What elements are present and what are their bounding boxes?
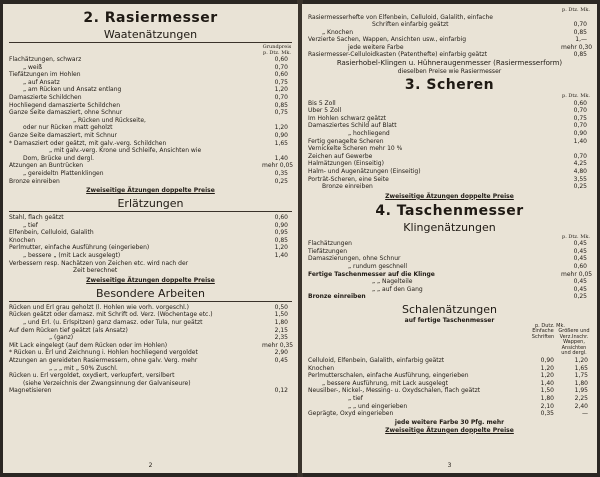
item-price: mehr 0,35: [262, 341, 294, 349]
price-row: [9, 117, 292, 125]
item-description: Ganze Seite damasziert, mit Schnur: [9, 131, 118, 139]
price-row: [308, 357, 591, 365]
schalen-column-subheaders: Einfache Schriften Größere und Verz.Inschr. Wappen, Ansichten und dergl.: [531, 328, 590, 357]
price-simple: 1,40: [540, 379, 554, 387]
price-row: [308, 380, 591, 388]
item-price: 0,95: [274, 229, 288, 237]
item-description: Damasziertes Schild auf Blatt: [308, 122, 397, 130]
price-decorated: —: [582, 410, 588, 418]
price-row: [308, 410, 591, 418]
item-price: mehr 0,30: [561, 43, 593, 51]
price-row: [308, 130, 591, 138]
item-description: Perlmutterschalen, einfache Ausführung, eingerieben: [308, 372, 469, 380]
item-price: 0,70: [573, 21, 587, 29]
item-price: 1,50: [274, 311, 288, 319]
price-row: [308, 138, 591, 146]
item-description: „ auf Ansatz: [23, 78, 60, 86]
price-row: [308, 160, 591, 168]
price-row: [9, 372, 292, 380]
price-row: [308, 263, 591, 271]
note-weitere-farbe: jede weitere Farbe 30 Pfg. mehr: [394, 418, 505, 426]
item-description: * Rücken u. Erl und Zeichnung i. Hohlen hochliegend vergoldet: [9, 349, 198, 357]
besondere-price-list: [9, 304, 292, 395]
item-price: 0,70: [573, 107, 587, 115]
price-decorated: 1,75: [574, 372, 588, 380]
price-row: [308, 286, 591, 294]
price-row: [308, 168, 591, 176]
price-column-header: Grundpreis p. Dtz. Mk.: [262, 44, 292, 56]
item-description: Schriften einfarbig geätzt: [372, 21, 449, 29]
price-row: [9, 311, 292, 319]
price-row: [9, 349, 292, 357]
item-description: „ mit galv.-verg. Krone und Schleife, Ansichten wie: [49, 147, 202, 155]
item-description: Fertige Taschenmesser auf die Klinge: [308, 270, 435, 278]
price-row: [308, 36, 591, 44]
price-row: [9, 71, 292, 79]
item-description: „ hochliegend: [348, 129, 390, 137]
price-row: [9, 140, 292, 148]
item-description: Damaszierungen, ohne Schnur: [308, 255, 401, 263]
item-price: 1,20: [274, 124, 288, 132]
item-description: Fertig genagelte Scheren: [308, 137, 384, 145]
price-row: [308, 51, 591, 59]
price-decorated: 2,25: [574, 394, 588, 402]
price-row: [9, 304, 292, 312]
price-row: [9, 387, 292, 395]
price-row: [308, 153, 591, 161]
item-description: Bis 5 Zoll: [308, 99, 336, 107]
item-price: 1,65: [274, 139, 288, 147]
item-price: 0,75: [274, 78, 288, 86]
item-price: 1,20: [274, 244, 288, 252]
item-description: Zeichen auf Gewerbe: [308, 152, 373, 160]
heading-waatenaetzungen: Waatenätzungen: [103, 28, 198, 41]
item-description: Knochen: [308, 364, 335, 372]
note-zweiseitig: Zweiseitige Ätzungen doppelte Preise: [385, 426, 514, 434]
divider: [9, 301, 292, 302]
heading-besondere-arbeiten: Besondere Arbeiten: [96, 286, 205, 300]
item-price: 0,45: [573, 247, 587, 255]
price-row: [308, 293, 591, 301]
item-price: 1,—: [575, 36, 587, 44]
price-row: [9, 237, 292, 245]
price-row: [9, 357, 292, 365]
item-description: Halm- und Augenätzungen (Einseitig): [308, 167, 421, 175]
page-number: 3: [447, 462, 452, 469]
left-page: [3, 4, 298, 473]
item-price: 0,75: [573, 114, 587, 122]
price-row: [9, 260, 292, 268]
item-price: 0,60: [274, 71, 288, 79]
price-row: [308, 107, 591, 115]
item-description: „ und Erl. (u. Erlspitzen) ganz damasz. oder Tula, nur geätzt: [23, 319, 203, 327]
item-description: Rücken u. Erl vergoldet, oxydiert, verkupfert, versilbert: [9, 372, 175, 380]
price-row: [9, 132, 292, 140]
item-description: Über 5 Zoll: [308, 107, 342, 115]
item-description: Hochliegend damaszierte Schildchen: [9, 101, 121, 109]
item-description: Damaszierte Schildchen: [9, 93, 82, 101]
price-row: [9, 252, 292, 260]
schalen-price-list: [308, 357, 591, 418]
erl-price-list: [9, 214, 292, 275]
item-description: „ tief: [23, 221, 38, 229]
item-description: „ Rücken und Rückseite,: [73, 116, 146, 124]
item-description: Mit Lack eingelegt (auf dem Rücken oder im Hohlen): [9, 341, 168, 349]
item-price: 1,40: [274, 154, 288, 162]
price-row: [9, 214, 292, 222]
schalen-subheading: auf fertige Taschenmesser: [404, 316, 495, 324]
item-description: Neusilber-, Nickel-, Messing- u. Oxydschalen, flach geätzt: [308, 387, 481, 395]
item-price: 0,90: [573, 129, 587, 137]
item-description: „ „ und eingerieben: [348, 402, 408, 410]
price-column-header: p. Dtz. Mk.: [562, 93, 590, 100]
item-price: 1,40: [573, 137, 587, 145]
price-row: [9, 79, 292, 87]
item-price: 2,90: [274, 349, 288, 357]
item-price: 0,70: [274, 63, 288, 71]
item-description: Dom, Brücke und dergl.: [23, 154, 95, 162]
item-description: Tiefätzungen im Hohlen: [9, 71, 81, 79]
item-description: Vernickelte Scheren mehr 10 %: [308, 145, 403, 153]
item-price: 0,45: [274, 357, 288, 364]
item-description: „ weiß: [23, 63, 43, 71]
item-price: 0,60: [274, 214, 288, 222]
price-row: [9, 244, 292, 252]
item-price: 3,55: [573, 175, 587, 183]
item-description: Porträt-Scheren, eine Seite: [308, 175, 389, 183]
item-description: jede weitere Farbe: [348, 43, 404, 51]
price-row: [308, 387, 591, 395]
item-description: Flachätzungen: [308, 240, 352, 248]
item-price: mehr 0,05: [561, 270, 593, 278]
item-description: Ganze Seite damasziert, ohne Schnur: [9, 109, 123, 117]
item-price: 0,85: [274, 101, 288, 109]
item-price: 0,25: [573, 293, 587, 301]
price-decorated: 1,65: [574, 364, 588, 372]
item-description: Elfenbein, Celluloid, Galalith: [9, 229, 94, 237]
item-description: Im Hohlen schwarz geätzt: [308, 114, 386, 122]
price-decorated: 1,20: [574, 356, 588, 364]
price-simple: 1,80: [540, 394, 554, 402]
price-row: [308, 403, 591, 411]
item-price: 0,45: [573, 285, 587, 293]
price-simple: 2,10: [540, 402, 554, 410]
price-row: [9, 342, 292, 350]
price-row: [9, 222, 292, 230]
klingen-price-list: [308, 240, 591, 301]
price-row: [9, 170, 292, 178]
price-row: [308, 29, 591, 37]
price-row: [9, 124, 292, 132]
section-title-taschenmesser: 4. Taschenmesser: [375, 202, 524, 219]
price-row: [9, 327, 292, 335]
item-description: Verbessern resp. Nachätzen von Zeichen etc. wird nach der: [9, 259, 189, 267]
price-row: [9, 86, 292, 94]
scheren-price-list: [308, 100, 591, 191]
price-row: [308, 240, 591, 248]
item-price: 1,20: [274, 86, 288, 94]
price-row: [9, 267, 292, 275]
heading-erlaetzungen: Erlätzungen: [117, 197, 184, 211]
item-price: 2,35: [274, 334, 288, 342]
item-price: 4,25: [573, 160, 587, 168]
price-row: [9, 147, 292, 155]
price-row: [9, 319, 292, 327]
price-decorated: 1,95: [574, 387, 588, 395]
item-price: 0,75: [274, 109, 288, 117]
price-simple: 0,90: [540, 356, 554, 364]
price-simple: 1,20: [540, 372, 554, 380]
schalen-column-headers: p. Dutz. Mk.: [535, 322, 565, 329]
item-price: 0,70: [573, 122, 587, 130]
price-row: [308, 122, 591, 130]
item-description: „ gereideltn Plattenklingen: [23, 169, 104, 177]
item-description: „ rundum geschnell: [348, 262, 408, 270]
item-description: Stahl, flach geätzt: [9, 214, 64, 222]
item-description: Geprägte, Oxyd eingerieben: [308, 410, 394, 418]
item-price: 0,60: [573, 99, 587, 107]
hefte-price-list: [308, 14, 591, 60]
item-description: Bronze einreiben: [308, 293, 366, 301]
price-row: [9, 94, 292, 102]
item-description: „ bessere Ausführung, mit Lack ausgelegt: [322, 379, 448, 387]
price-row: [308, 271, 591, 279]
price-row: [9, 334, 292, 342]
price-row: [308, 255, 591, 263]
price-row: [9, 56, 292, 64]
item-description: Zeit berechnet: [73, 267, 118, 275]
price-row: [308, 44, 591, 52]
price-row: [9, 380, 292, 388]
item-description: „ tief: [348, 394, 363, 402]
item-description: * Damasziert oder geätzt, mit galv.-verg. Schildchen: [9, 139, 167, 147]
item-description: „ bessere „ (mit Lack ausgelegt): [23, 252, 121, 260]
price-row: [9, 64, 292, 72]
item-description: Tiefätzungen: [308, 247, 348, 255]
item-description: Auf dem Rücken tief geätzt (als Ansatz): [9, 326, 128, 334]
item-price: 2,15: [274, 326, 288, 334]
heading-schalenaetzungen: Schalenätzungen: [401, 302, 498, 316]
price-row: [308, 21, 591, 29]
price-row: [9, 162, 292, 170]
price-row: [9, 155, 292, 163]
item-description: Rasiermesser-Celluloidkasten (Patenthefte) einfarbig geätzt: [308, 51, 488, 59]
divider: [9, 211, 292, 212]
price-row: [308, 14, 591, 22]
item-description: Ätzungen an gereideten Rasiermessern, ohne galv. Verg. mehr: [9, 357, 198, 364]
item-description: „ „ Nagelteile: [372, 278, 413, 286]
note-zweiseitig: Zweiseitige Ätzungen doppelte Preise: [385, 192, 514, 200]
item-price: 1,80: [274, 319, 288, 327]
price-row: [308, 395, 591, 403]
section-title-scheren: 3. Scheren: [404, 77, 495, 94]
item-price: 0,70: [274, 93, 288, 101]
item-price: 1,40: [274, 252, 288, 260]
price-row: [308, 248, 591, 256]
item-description: Celluloid, Elfenbein, Galalith, einfarbig geätzt: [308, 356, 445, 364]
price-row: [308, 372, 591, 380]
item-price: 0,85: [573, 28, 587, 36]
item-description: „ Knochen: [322, 28, 354, 36]
item-price: 0,45: [573, 278, 587, 286]
item-price: 0,60: [573, 262, 587, 270]
price-row: [9, 109, 292, 117]
item-price: 0,90: [274, 221, 288, 229]
item-description: Bronze einreiben: [322, 183, 373, 191]
item-price: 0,35: [274, 169, 288, 177]
price-row: [308, 278, 591, 286]
item-price: 0,12: [274, 387, 288, 395]
price-simple: 1,20: [540, 364, 554, 372]
page-number: 2: [148, 462, 153, 469]
price-decorated: 2,40: [574, 402, 588, 410]
price-row: [308, 145, 591, 153]
note-zweiseitig: Zweiseitige Ätzungen doppelte Preise: [86, 276, 215, 284]
item-price: mehr 0,05: [262, 162, 294, 170]
price-simple: 1,50: [540, 387, 554, 395]
price-row: [308, 176, 591, 184]
item-description: Rasiermesserhefte von Elfenbein, Celluloid, Galalith, einfache: [308, 13, 493, 21]
right-page: [302, 4, 597, 473]
heading-klingenaetzungen: Klingenätzungen: [403, 220, 496, 234]
item-price: 0,45: [573, 240, 587, 248]
item-price: 0,85: [274, 236, 288, 244]
item-price: 0,70: [573, 152, 587, 160]
item-description: Rücken und Erl grau geholzt (l. Hohlen wie vorh. vorgeschl.): [9, 303, 190, 311]
price-row: [9, 178, 292, 186]
item-description: Halmätzungen (Einseitig): [308, 160, 384, 168]
item-description: Perlmutter, einfache Ausführung (eingerieben): [9, 244, 150, 252]
item-price: 4,80: [573, 167, 587, 175]
item-price: 0,25: [573, 183, 587, 191]
note-zweiseitig: Zweiseitige Ätzungen doppelte Preise: [86, 187, 215, 195]
price-row: [308, 365, 591, 373]
item-description: Magnetisieren: [9, 387, 52, 395]
item-description: „ „ auf den Gang: [372, 285, 423, 293]
item-description: Rücken geätzt oder damasz. mit Schrift od. Verz. (Wochentage etc.): [9, 311, 213, 319]
item-description: (siehe Verzeichnis der Zwangsinnung der Galvaniseure): [23, 379, 191, 387]
item-description: Flachätzungen, schwarz: [9, 56, 82, 63]
item-price: 0,25: [274, 177, 288, 185]
item-description: Knochen: [9, 236, 36, 244]
item-description: „ am Rücken und Ansatz entlang: [23, 86, 122, 94]
price-decorated: 1,80: [574, 379, 588, 387]
item-price: 0,50: [274, 303, 288, 311]
item-description: „ „ „ mit „ 50% Zuschl.: [49, 364, 118, 372]
item-price: 0,85: [573, 51, 587, 59]
item-description: oder nur Rücken matt geholzt: [23, 124, 113, 132]
item-description: Verzierte Sachen, Wappen, Ansichten usw., einfarbig: [308, 36, 467, 44]
section-title-rasiermesser: 2. Rasiermesser: [83, 10, 218, 26]
waaten-price-list: [9, 56, 292, 185]
divider: [9, 42, 292, 43]
price-simple: 0,35: [540, 410, 554, 418]
item-description: Bronze einreiben: [9, 177, 60, 185]
item-price: 0,90: [274, 131, 288, 139]
item-price: 0,45: [573, 255, 587, 263]
price-row: [308, 100, 591, 108]
item-price: 0,60: [274, 56, 288, 63]
price-row: [9, 365, 292, 373]
item-description: Ätzungen an Buntrücken: [9, 162, 84, 170]
item-description: „ (ganz): [49, 334, 74, 342]
rasierhobel-heading: Rasierhobel-Klingen u. Hühneraugenmesser (Rasiermesserform): [336, 59, 563, 68]
price-row: [9, 102, 292, 110]
price-row: [308, 115, 591, 123]
price-row: [308, 183, 591, 191]
price-column-header: p. Dtz. Mk.: [562, 7, 590, 13]
price-row: [9, 229, 292, 237]
rasierhobel-subheading: dieselben Preise wie Rasiermesser: [397, 68, 502, 76]
price-column-header: p. Dtz. Mk.: [562, 233, 590, 240]
